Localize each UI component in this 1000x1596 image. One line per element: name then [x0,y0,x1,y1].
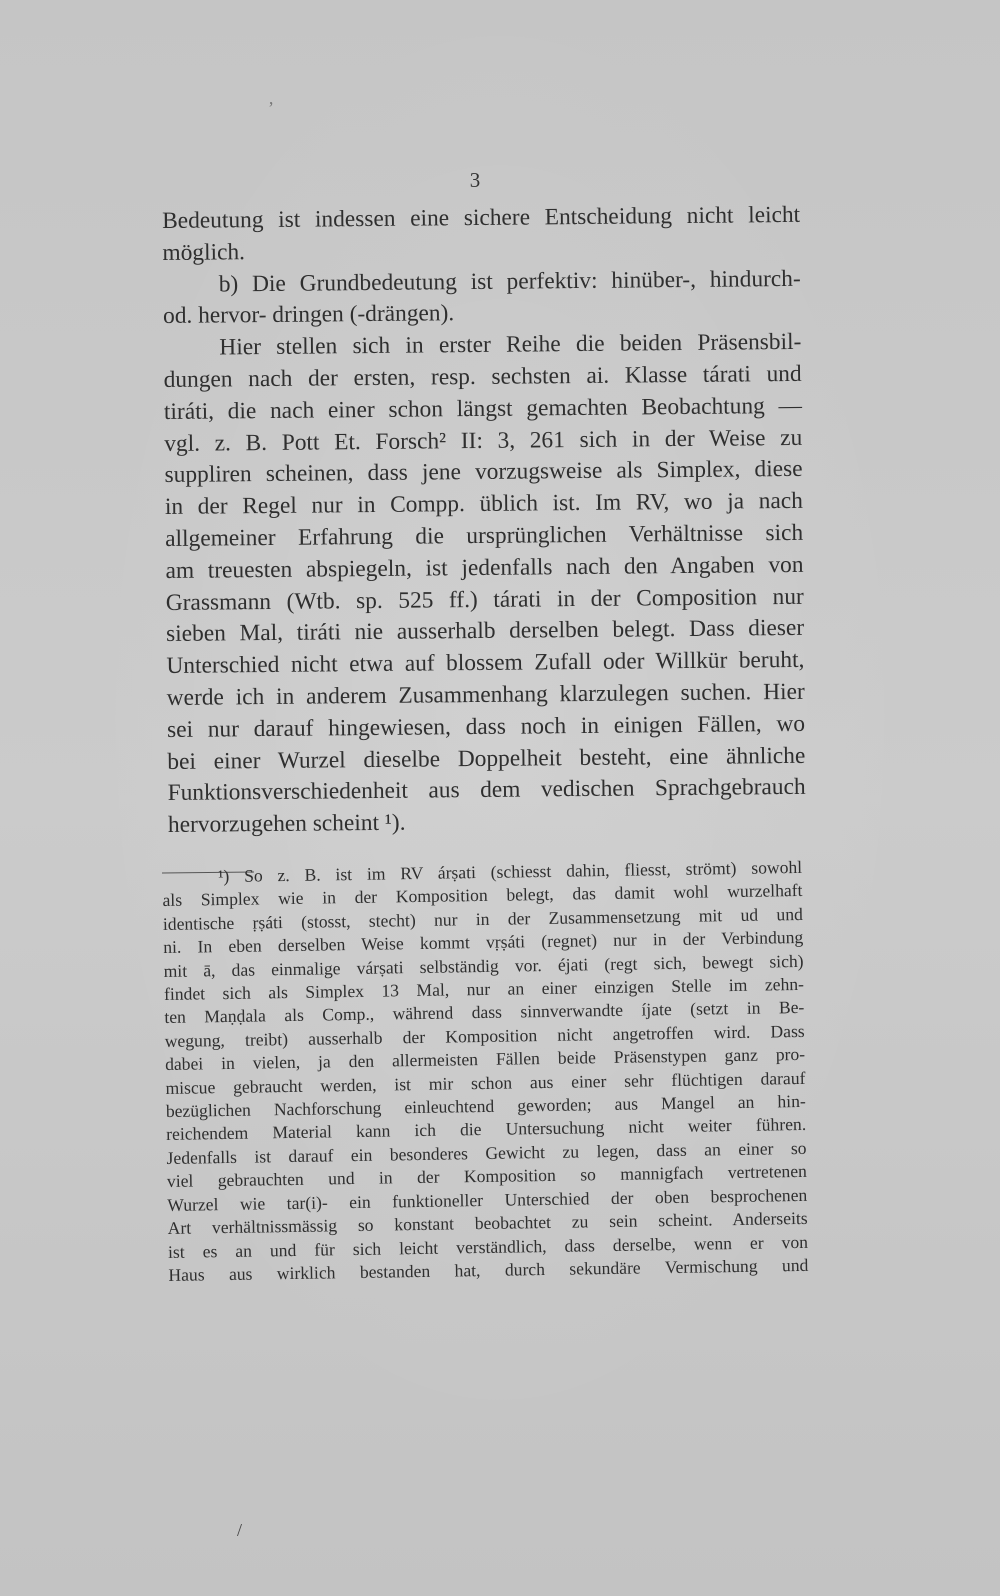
main-line: Grassmann (Wtb. sp. 525 ff.) tárati in der Composition nur [165,583,804,616]
scan-speck: ʼ [268,98,274,118]
main-line: in der Regel nur in Compp. üblich ist. Im RV, wo ja nach [164,488,803,521]
page-number: 3 [469,168,481,192]
main-line: bei einer Wurzel dieselbe Doppelheit besteht, eine ähnliche [167,742,806,775]
footnote-line: viel gebrauchten und in der Komposition so mannigfach vertretenen [166,1161,808,1192]
main-line: dungen nach der ersten, resp. sechsten ai. Klasse tárati und [163,360,802,393]
footnote-line: ten Maṇḍala als Comp., während dass sinnverwandte íjate (setzt in Be- [164,997,805,1028]
main-line: sieben Mal, tiráti nie ausserhalb derselben belegt. Dass dieser [165,615,805,648]
footnote-line: ist es an und für sich leicht verständlich, dass derselbe, wenn er von [167,1231,809,1262]
footnote-line: als Simplex wie in der Komposition belegt, das damit wohl wurzelhaft [162,880,803,911]
footnote-line: Wurzel wie tar(i)- ein funktioneller Unterschied der oben besprochenen [167,1184,808,1215]
main-line: vgl. z. B. Pott Et. Forsch² II: 3, 261 sich in der Weise zu [164,424,803,457]
main-line: allgemeiner Erfahrung die ursprünglichen Verhältnisse sich [165,519,804,552]
main-line: möglich. [162,239,246,266]
footnote-line: ni. In eben derselben Weise kommt vṛṣáti (regnet) nur in der Verbindung [163,927,804,958]
footnote-line: Art verhältnissmässig so konstant beobachtet zu sein scheint. Anderseits [167,1207,808,1239]
footnote-line: mit ā, das einmalige várṣati selbständig vor. éjati (regt sich, bewegt sich) [163,950,804,981]
main-line: hervorzugehen scheint ¹). [167,809,406,839]
footnote-line: bezüglichen Nachforschung einleuchtend geworden; aus Mangel an hin- [165,1090,806,1122]
footnote [162,856,809,1287]
footnote-line: findet sich als Simplex 13 Mal, nur an einer einzigen Stelle im zehn- [163,973,805,1005]
main-line: am treuesten abspiegeln, ist jedenfalls nach den Angaben von [165,551,804,584]
main-line: Bedeutung ist indessen eine sichere Entscheidung nicht leicht [162,201,801,234]
main-line: Funktionsverschiedenheit aus dem vedischen Sprachgebrauch [167,774,806,807]
footnote-line: reichendem Material kann ich die Untersuchung nicht weiter führen. [166,1114,807,1145]
main-line: od. hervor- dringen (-drängen). [162,300,455,330]
footnote-line: miscue gebraucht werden, ist mir schon aus einer sehr flüchtigen darauf [165,1067,806,1098]
footnote-line: identische ṛṣáti (stosst, stecht) nur in der Zusammensetzung mit ud und [162,903,803,934]
main-line: tiráti, die nach einer schon längst gemachten Beobachtung — [163,392,803,425]
main-text [162,200,806,842]
main-line: suppliren scheinen, dass jene vorzugsweise als Simplex, diese [164,456,803,489]
main-line: sei nur darauf hingewiesen, dass noch in einigen Fällen, wo [166,710,806,743]
main-line: Unterschied nicht etwa auf blossem Zufall oder Willkür beruht, [166,647,805,680]
scan-speck: / [237,1520,243,1540]
main-line: werde ich in anderem Zusammenhang klarzulegen suchen. Hier [166,678,805,711]
footnote-line: Haus aus wirklich bestanden hat, durch sekundäre Vermischung und [168,1254,809,1285]
footnote-line: ¹) So z. B. ist im RV árṣati (schiesst dahin, fliesst, strömt) sowohl [218,856,803,887]
footnote-line: dabei in vielen, ja den allermeisten Fällen beide Präsenstypen ganz pro- [164,1044,806,1075]
main-line: Hier stellen sich in erster Reihe die beiden Präsensbil- [219,329,802,361]
main-line: b) Die Grundbedeutung ist perfektiv: hinüber-, hindurch- [218,265,801,298]
footnote-line: wegung, treibt) ausserhalb der Komposition nicht angetroffen wird. Dass [164,1020,805,1051]
footnote-line: Jedenfalls ist darauf ein besonderes Gewicht zu legen, dass an einer so [166,1137,807,1168]
